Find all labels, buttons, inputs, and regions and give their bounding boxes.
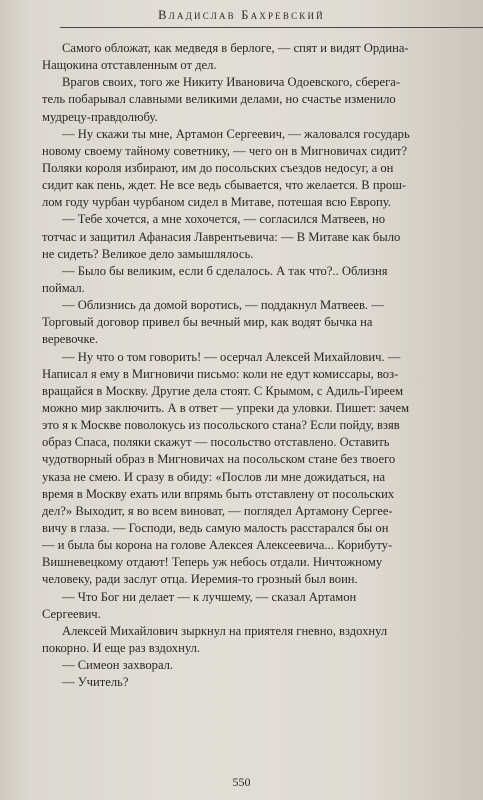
text-line: — Тебе хочется, а мне хохочется, — согласился Матвеев, но xyxy=(62,212,386,227)
text-line: — Ну что о том говорить! — осерчал Алексей Михайлович. — xyxy=(62,349,401,364)
text-line: веревочке. xyxy=(42,332,99,347)
text-line: мудрецу-правдолюбу. xyxy=(42,109,158,124)
text-line: вращайся в Москву. Другие дела стоят. С Крымом, с Адиль-Гиреем xyxy=(42,383,404,398)
text-line: человеку, ради заслуг отца. Иеремия-то грозный был воин. xyxy=(42,572,358,587)
running-head: Владислав Бахревский xyxy=(158,8,325,22)
text-line: это я к Москве поволокусь из посольского стана? Если пойду, взяв xyxy=(42,418,400,433)
text-line: образ Спаса, поляки скажут — посольство отставлено. Оставить xyxy=(42,435,390,450)
text-line: Алексей Михайлович зыркнул на приятеля гневно, вздохнул xyxy=(62,623,388,638)
text-line: указа не смею. И сразу в обиду: «Послов ли мне дожидаться, на xyxy=(42,469,386,484)
text-line: Торговый договор привел бы вечный мир, как водят бычка на xyxy=(42,315,373,330)
text-line: можно мир заключить. А в ответ — упреки да уловки. Пишет: зачем xyxy=(42,400,410,415)
text-line: тотчас и защитил Афанасия Лаврентьевича: — В Митаве как было xyxy=(42,229,401,244)
text-line: Врагов своих, того же Никиту Ивановича Одоевского, сберега- xyxy=(62,75,401,90)
text-line: тель побарывал славными великими делами, но счастье изменило xyxy=(42,92,396,107)
text-line: — Было бы великим, если б сделалось. А так что?.. Облизня xyxy=(62,263,388,278)
text-line: Нащокина отставленным от дел. xyxy=(42,58,217,73)
text-line: сидит как пень, ждет. Не все ведь сбывается, что желается. В прош- xyxy=(42,178,407,193)
page-number: 550 xyxy=(232,775,251,789)
text-line: покорно. И еще раз вздохнул. xyxy=(42,640,201,655)
text-line: чудотворный образ в Мигновичах на посольском стане без твоего xyxy=(42,452,396,467)
text-line: Поляки короля избирают, им до посольских съездов недосуг, а он xyxy=(42,160,394,175)
text-line: — и была бы корона на голове Алексея Алексеевича... Корибуту- xyxy=(42,538,393,553)
text-line: — Ну скажи ты мне, Артамон Сергеевич, — жаловался государь xyxy=(62,126,410,141)
text-line: лом году чурбан чурбаном сидел в Митаве, потешая всю Европу. xyxy=(42,195,391,210)
text-line: — Учитель? xyxy=(62,675,129,690)
text-line: вичу в глаза. — Господи, ведь самую малость расстарался бы он xyxy=(42,520,389,535)
text-line: дел?» Выходит, я во всем виноват, — поглядел Артамону Сергее- xyxy=(42,503,393,518)
text-line: поймал. xyxy=(42,280,85,295)
text-line: новому своему тайному советнику, — чего он в Мигновичах сидит? xyxy=(42,143,408,158)
header-rule xyxy=(60,27,483,28)
text-line: Сергеевич. xyxy=(42,606,101,621)
text-line: Самого обложат, как медведя в берлоге, — спят и видят Ордина- xyxy=(62,41,409,55)
text-line: — Симеон захворал. xyxy=(62,658,174,673)
text-line: Написал я ему в Мигновичи письмо: коли не едут комиссары, воз- xyxy=(42,366,399,381)
text-line: — Облизнись да домой воротись, — поддакнул Матвеев. — xyxy=(62,298,384,313)
body-text xyxy=(42,40,460,691)
text-line: Вишневецкому отдают! Теперь уж небось отдали. Ничтожному xyxy=(42,555,383,570)
text-line: время в Москву ехать или впрямь быть отставлену от посольских xyxy=(42,486,395,501)
text-line: — Что Бог ни делает — к лучшему, — сказал Артамон xyxy=(62,589,357,604)
text-line: не сидеть? Великое дело замышлялось. xyxy=(42,246,254,261)
